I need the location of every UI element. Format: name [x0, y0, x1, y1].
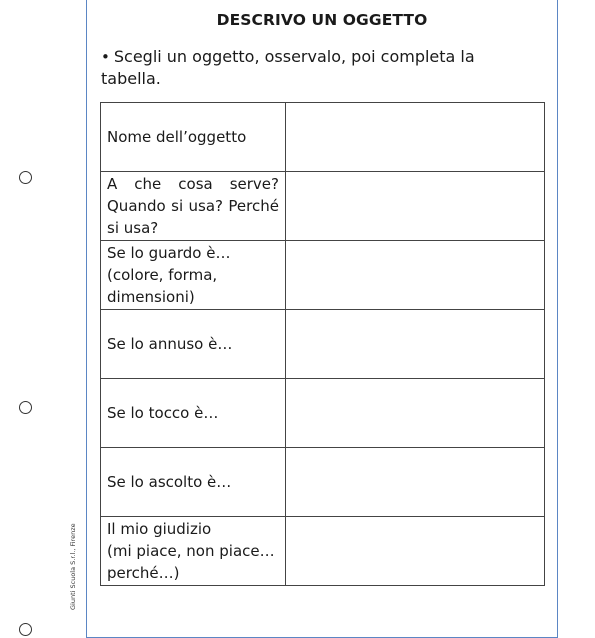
- table-row: [101, 172, 545, 241]
- question-cell: Nome dell’oggetto: [101, 103, 286, 172]
- question-line: (mi piace, non piace…: [107, 542, 275, 560]
- table-row: [101, 103, 545, 172]
- question-cell: Se lo tocco è…: [101, 379, 286, 448]
- table-row: [101, 241, 545, 310]
- question-line: A che cosa serve?: [107, 175, 279, 193]
- answer-cell[interactable]: [286, 241, 545, 310]
- instruction-text: [101, 46, 521, 90]
- table-row: [101, 379, 545, 448]
- question-line: Il mio giudizio: [107, 520, 212, 538]
- question-cell: Se lo annuso è…: [101, 310, 286, 379]
- answer-cell[interactable]: [286, 310, 545, 379]
- table-row: [101, 310, 545, 379]
- answer-cell[interactable]: [286, 103, 545, 172]
- question-cell: Se lo ascolto è…: [101, 448, 286, 517]
- table-row: [101, 448, 545, 517]
- punch-hole-middle: [19, 401, 32, 414]
- question-line: Quando si usa? Perché si usa?: [107, 197, 279, 237]
- answer-cell[interactable]: [286, 448, 545, 517]
- punch-hole-top: [19, 171, 32, 184]
- question-cell: [101, 517, 286, 586]
- table-row: [101, 517, 545, 586]
- answer-cell[interactable]: [286, 172, 545, 241]
- question-cell: Se lo guardo è… (colore, forma, dimensioni): [101, 241, 286, 310]
- bullet-icon: •: [101, 48, 110, 66]
- question-line: perché…): [107, 564, 180, 582]
- observation-table: [100, 102, 545, 586]
- question-cell: [101, 172, 286, 241]
- answer-cell[interactable]: [286, 517, 545, 586]
- instruction-label: Scegli un oggetto, osservalo, poi completa la tabella.: [101, 47, 475, 88]
- copyright-notice: Giunti Scuola S.r.l., Firenze: [69, 523, 77, 610]
- page-title: DESCRIVO UN OGGETTO: [216, 11, 428, 29]
- answer-cell[interactable]: [286, 379, 545, 448]
